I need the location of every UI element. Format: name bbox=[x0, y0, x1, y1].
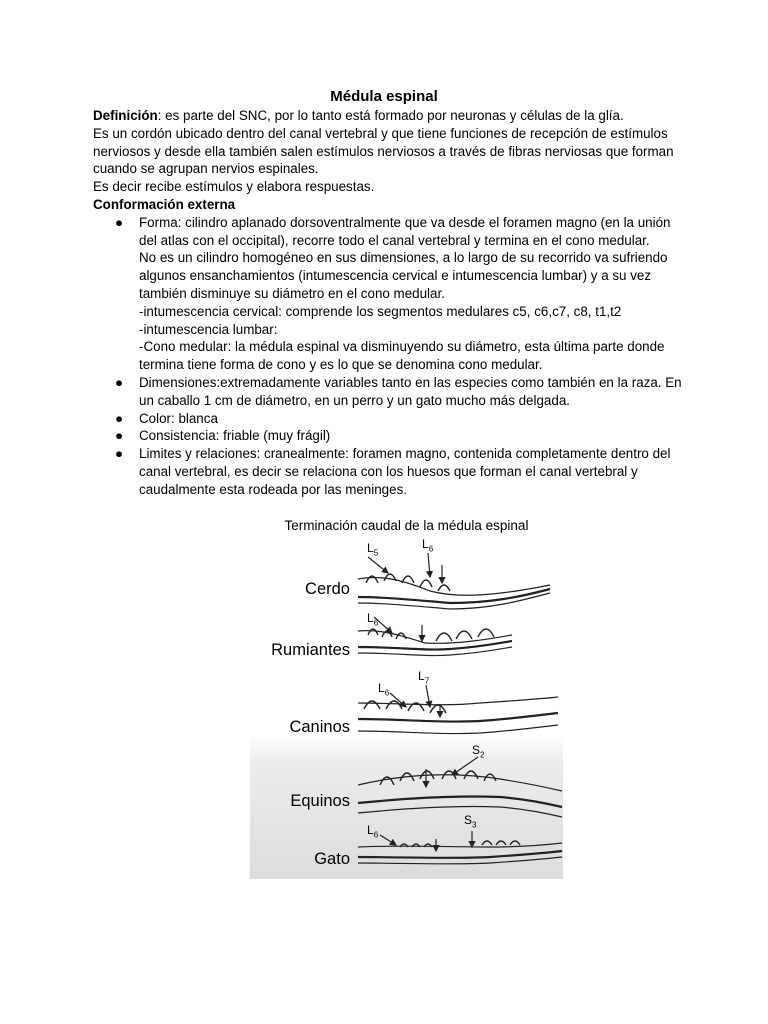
list-item-line: Dimensiones:extremadamente variables tanto en las especies como también en la raza. En un caballo 1 cm de diámetro, en un perro y un gato mucho más delgada. bbox=[139, 374, 682, 408]
diagram-rumiantes bbox=[358, 617, 512, 656]
list-item-line: -intumescencia cervical: comprende los segmentos medulares c5, c6,c7, c8, t1,t2 bbox=[139, 303, 622, 319]
list-item-line: -intumescencia lumbar: bbox=[139, 321, 278, 337]
figure-title: Terminación caudal de la médula espinal bbox=[284, 518, 529, 533]
definition-label: Definición bbox=[93, 108, 158, 123]
list-item-line: Limites y relaciones: cranealmente: foramen magno, contenida completamente dentro del canal vertebral, es decir se relaciona con los huesos que forman el canal vertebral y caudalmente esta rodeada por las meninges. bbox=[139, 446, 671, 497]
list-item-line: -Cono medular: la médula espinal va disminuyendo su diámetro, esta última parte donde termina tiene forma de cono y es lo que se denomina cono medular. bbox=[139, 339, 665, 373]
segment-label: $L_6$ bbox=[422, 537, 434, 554]
list-item bbox=[93, 410, 683, 428]
species-label-caninos: Caninos bbox=[289, 718, 350, 736]
definition-paragraph bbox=[93, 107, 683, 125]
list-item-line: Consistencia: friable (muy frágil) bbox=[139, 428, 331, 444]
segment-label: $S_2$ bbox=[472, 743, 485, 760]
diagram-cerdo bbox=[358, 553, 550, 609]
document-body bbox=[93, 107, 683, 499]
paragraph: Es un cordón ubicado dentro del canal vertebral y que tiene funciones de recepción de estímulos nerviosos y desde ella también salen estímulos nerviosos a través de fibras nerviosas que forman cuando se agrupan nervios espinales. bbox=[93, 125, 674, 177]
list-item bbox=[93, 374, 683, 410]
segment-label: $L_5$ bbox=[367, 541, 379, 558]
segment-label: $L_6$ bbox=[378, 681, 390, 698]
page-title: Médula espinal bbox=[330, 88, 438, 105]
bullet-icon: ● bbox=[115, 446, 124, 462]
paragraph: Es decir recibe estímulos y elabora respuestas. bbox=[93, 179, 375, 195]
bullet-icon: ● bbox=[115, 428, 124, 444]
spinal-cord-figure bbox=[250, 517, 563, 879]
species-label-equinos: Equinos bbox=[290, 792, 350, 810]
diagram-equinos bbox=[358, 757, 562, 817]
segment-label: $L_6$ bbox=[367, 611, 379, 628]
diagram-gato bbox=[358, 831, 562, 864]
bullet-icon: ● bbox=[115, 410, 124, 426]
bullet-icon: ● bbox=[115, 374, 124, 390]
segment-label: $S_3$ bbox=[464, 813, 477, 830]
list-item bbox=[93, 427, 683, 445]
definition-text: : es parte del SNC, por lo tanto está formado por neuronas y células de la glía. bbox=[157, 108, 624, 123]
species-label-cerdo: Cerdo bbox=[305, 580, 350, 598]
segment-label: $L_7$ bbox=[418, 669, 430, 686]
bullet-icon: ● bbox=[115, 214, 124, 230]
species-label-rumiantes: Rumiantes bbox=[271, 641, 350, 659]
list-item-line: Forma: cilindro aplanado dorsoventralmente que va desde el foramen magno (en la unión del atlas con el occipital), recorre todo el canal vertebral y termina en el cono medular. bbox=[139, 214, 671, 248]
segment-label: $L_6$ bbox=[367, 823, 379, 840]
section-heading: Conformación externa bbox=[93, 196, 236, 212]
spinal-cord-diagrams bbox=[250, 517, 563, 879]
list-item bbox=[93, 214, 683, 374]
list-item-line: Color: blanca bbox=[139, 410, 218, 426]
list-item bbox=[93, 445, 683, 498]
list-item-line: No es un cilindro homogéneo en sus dimensiones, a lo largo de su recorrido va sufriendo algunos ensanchamientos (intumescencia cervical e intumescencia lumbar) y a su vez también disminuye su diámetro en el cono medular. bbox=[139, 250, 668, 301]
bullet-list bbox=[93, 214, 683, 499]
species-label-gato: Gato bbox=[314, 850, 350, 868]
